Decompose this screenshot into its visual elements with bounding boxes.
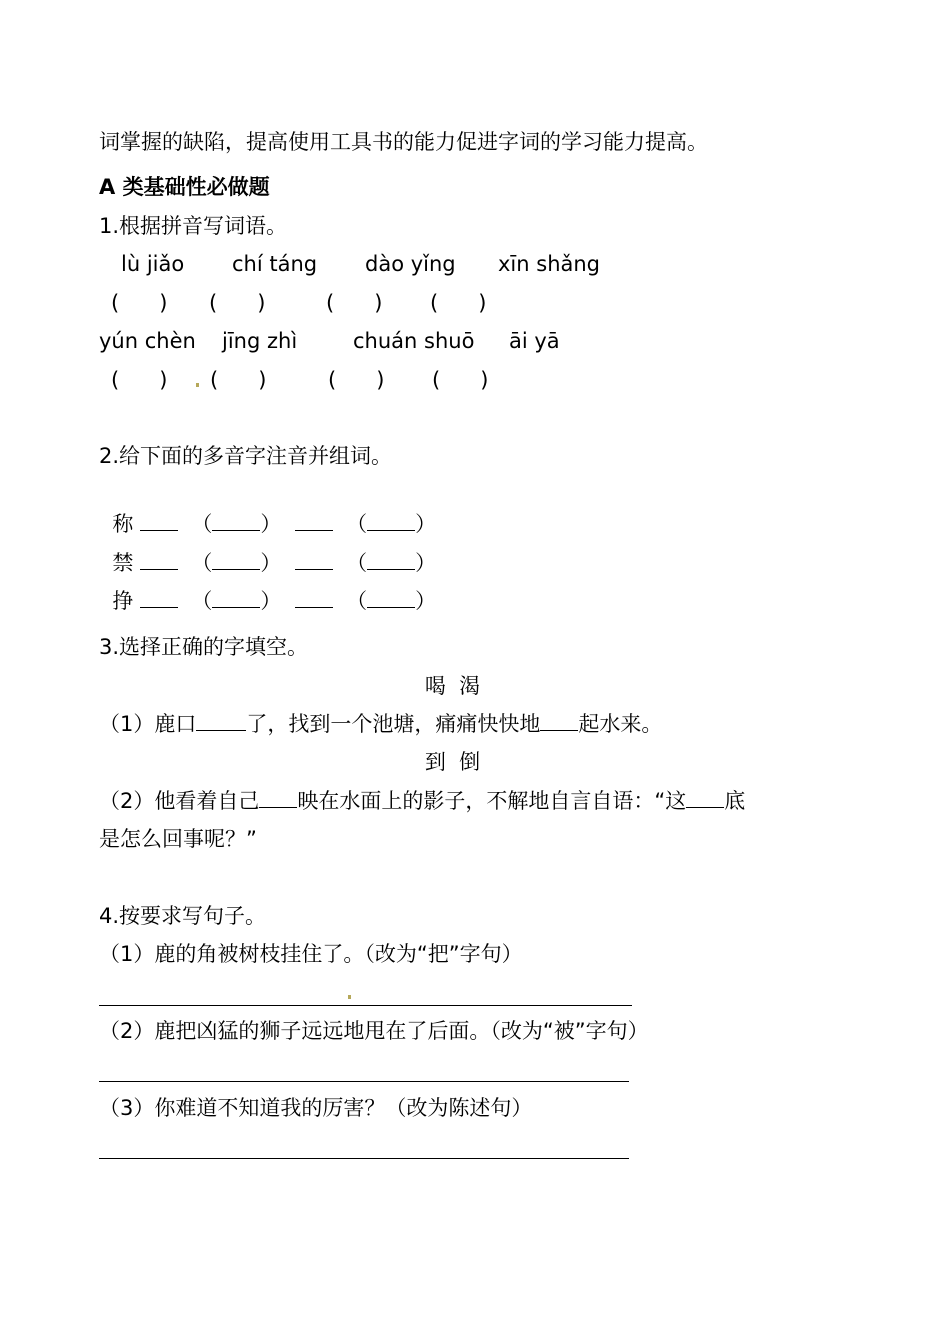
pinyin-item: lù jiǎo xyxy=(121,252,185,276)
pinyin-blank[interactable] xyxy=(212,587,260,608)
char-choice-1: 喝 渴 xyxy=(424,674,481,698)
polyphone-char: 挣 xyxy=(112,589,134,613)
fill-blank[interactable] xyxy=(196,710,246,731)
stray-dot xyxy=(196,383,199,387)
section-title: A 类基础性必做题 xyxy=(99,175,270,199)
word-blank[interactable] xyxy=(140,587,178,608)
answer-line[interactable] xyxy=(99,1158,629,1159)
pinyin-item: jīng zhì xyxy=(222,329,298,353)
pinyin-blank[interactable] xyxy=(367,587,415,608)
q4-item-2: （2）鹿把凶猛的狮子远远地甩在了后面。（改为“被”字句） xyxy=(99,1019,649,1043)
pinyin-item: chuán shuō xyxy=(353,329,475,353)
q3-title: 3.选择正确的字填空。 xyxy=(99,635,309,659)
sentence-text: （1）鹿口 xyxy=(99,712,197,736)
intro-line: 词掌握的缺陷，提高使用工具书的能力促进字词的学习能力提高。 xyxy=(99,130,708,154)
sentence-text: 起水来。 xyxy=(578,712,663,736)
fill-blank[interactable] xyxy=(686,787,724,808)
word-blank[interactable] xyxy=(295,587,333,608)
stray-dot xyxy=(348,995,351,999)
answer-blank[interactable]: ( ) xyxy=(209,291,266,315)
q3-sentence-1 xyxy=(99,709,662,739)
q3-sentence-2-cont: 是怎么回事呢？” xyxy=(99,827,257,851)
sentence-text: （2）他看着自己 xyxy=(99,789,260,813)
q3-sentence-2 xyxy=(99,786,745,816)
sentence-text: 映在水面上的影子，不解地自言自语：“这 xyxy=(297,789,687,813)
q4-item-3: （3）你难道不知道我的厉害？（改为陈述句） xyxy=(99,1096,533,1120)
q1-title: 1.根据拼音写词语。 xyxy=(99,214,288,238)
pinyin-item: chí táng xyxy=(232,252,318,276)
polyphone-row: 称 （ ） （ ） xyxy=(112,512,437,536)
q4-item-1: （1）鹿的角被树枝挂住了。（改为“把”字句） xyxy=(99,942,523,966)
answer-blank[interactable]: ( ) xyxy=(328,368,385,392)
polyphone-char: 禁 xyxy=(112,551,134,575)
answer-line[interactable] xyxy=(99,1005,632,1006)
answer-blank[interactable]: ( ) xyxy=(430,291,487,315)
polyphone-char: 称 xyxy=(112,512,134,536)
pinyin-item: yún chèn xyxy=(99,329,196,353)
answer-blank[interactable]: ( ) xyxy=(326,291,383,315)
sentence-text: 了，找到一个池塘，痛痛快快地 xyxy=(246,712,541,736)
char-choice-2: 到 倒 xyxy=(424,750,481,774)
answer-blank[interactable]: ( ) xyxy=(111,291,168,315)
sentence-text: 底 xyxy=(724,789,746,813)
fill-blank[interactable] xyxy=(540,710,578,731)
fill-blank[interactable] xyxy=(259,787,297,808)
polyphone-row: 禁 （ ） （ ） xyxy=(112,551,437,575)
answer-blank[interactable]: ( ) xyxy=(111,368,168,392)
pinyin-item: dào yǐng xyxy=(365,252,456,276)
pinyin-item: āi yā xyxy=(509,329,560,353)
answer-blank[interactable]: ( ) xyxy=(210,368,267,392)
polyphone-row: 挣 （ ） （ ） xyxy=(112,589,437,613)
q2-title: 2.给下面的多音字注音并组词。 xyxy=(99,444,393,468)
answer-blank[interactable]: ( ) xyxy=(432,368,489,392)
pinyin-item: xīn shǎng xyxy=(498,252,601,276)
q4-title: 4.按要求写句子。 xyxy=(99,904,267,928)
answer-line[interactable] xyxy=(99,1081,629,1082)
